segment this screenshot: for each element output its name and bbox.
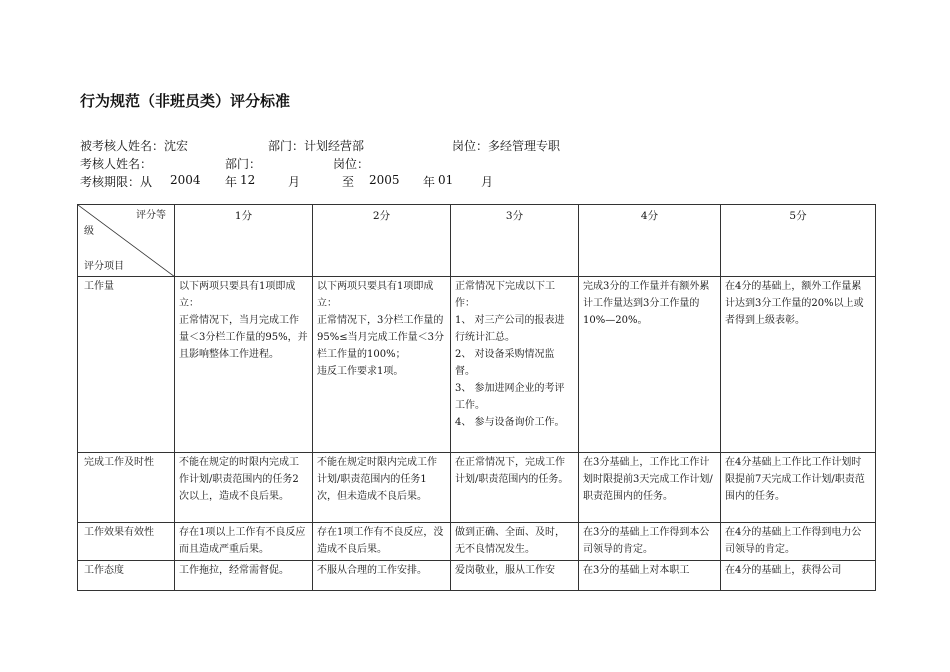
period-month-unit: 月 [288,175,301,189]
table-row [78,523,876,561]
corner-label-item: 评分项目 [84,261,124,272]
table-cell: 在4分的基础上，额外工作量累计达到3分工作量的20%以上或者得到上级表彰。 [721,277,876,453]
period-label: 考核期限：从 [80,175,153,189]
evaluator-name: 考核人姓名： [80,157,153,171]
period-from-year: 2004 [170,173,201,187]
table-cell: 在正常情况下，完成工作计划/职责范围内的任务。 [451,453,579,523]
table-cell: 存在1项工作有不良反应，没造成不良后果。 [313,523,451,561]
row-label-workload: 工作量 [78,277,175,453]
table-cell: 做到正确、全面、及时，无不良情况发生。 [451,523,579,561]
table-cell: 在3分的基础上对本职工 [579,561,721,591]
table-corner-cell [78,205,175,277]
table-cell: 不服从合理的工作安排。 [313,561,451,591]
table-cell: 完成3分的工作量并有额外累计工作量达到3分工作量的10%—20%。 [579,277,721,453]
table-cell: 以下两项只要具有1项即成立： 正常情况下，当月完成工作量＜3分栏工作量的95%，并且影响整体工作进程。 [175,277,313,453]
row-label-effectiveness: 工作效果有效性 [78,523,175,561]
column-header-1: 1分 [175,205,313,277]
evaluator-post: 岗位： [333,157,370,171]
table-cell: 存在1项以上工作有不良反应而且造成严重后果。 [175,523,313,561]
period-year-unit: 年 [225,175,238,189]
column-header-4: 4分 [579,205,721,277]
table-cell: 不能在规定时限内完成工作计划/职责范围内的任务1次，但未造成不良后果。 [313,453,451,523]
table-cell: 爱岗敬业，服从工作安 [451,561,579,591]
page-title: 行为规范（非班员类）评分标准 [80,92,291,110]
period-month-unit-2: 月 [481,175,494,189]
column-header-3: 3分 [451,205,579,277]
table-cell: 在4分的基础上，获得公司 [721,561,876,591]
table-row [78,453,876,523]
period-from-month: 12 [240,173,256,187]
table-cell: 正常情况下完成以下工作： 1、 对三产公司的报表进行统计汇总。 2、 对设备采购情况监督。 3、 参加进网企业的考评工作。 4、 参与设备询价工作。 [451,277,579,453]
table-cell: 在3分基础上，工作比工作计划时限提前3天完成工作计划/职责范围内的任务。 [579,453,721,523]
period-to-year: 2005 [369,173,400,187]
evaluatee-name: 被考核人姓名：沈宏 [80,139,189,153]
evaluator-dept: 部门： [225,157,262,171]
table-cell: 不能在规定的时限内完成工作计划/职责范围内的任务2次以上，造成不良后果。 [175,453,313,523]
table-cell: 在4分基础上工作比工作计划时限提前7天完成工作计划/职责范围内的任务。 [721,453,876,523]
column-header-5: 5分 [721,205,876,277]
period-to-month: 01 [438,173,454,187]
scoring-table [77,204,876,591]
table-cell: 在3分的基础上工作得到本公司领导的肯定。 [579,523,721,561]
row-label-attitude: 工作态度 [78,561,175,591]
table-cell: 在4分的基础上工作得到电力公司领导的肯定。 [721,523,876,561]
period-to-label: 至 [342,175,355,189]
evaluatee-dept: 部门：计划经营部 [268,139,365,153]
corner-label-grade-2: 级 [84,226,94,237]
table-row [78,277,876,453]
period-year-unit-2: 年 [423,175,436,189]
evaluatee-post: 岗位：多经管理专职 [452,139,561,153]
column-header-2: 2分 [313,205,451,277]
table-cell: 工作拖拉，经常需督促。 [175,561,313,591]
corner-label-grade: 评分等 [136,210,166,221]
table-header-row [78,205,876,277]
row-label-timeliness: 完成工作及时性 [78,453,175,523]
table-row [78,561,876,591]
table-cell: 以下两项只要具有1项即成立： 正常情况下，3分栏工作量的95%≤当月完成工作量＜3分栏工作量的100%； 违反工作要求1项。 [313,277,451,453]
